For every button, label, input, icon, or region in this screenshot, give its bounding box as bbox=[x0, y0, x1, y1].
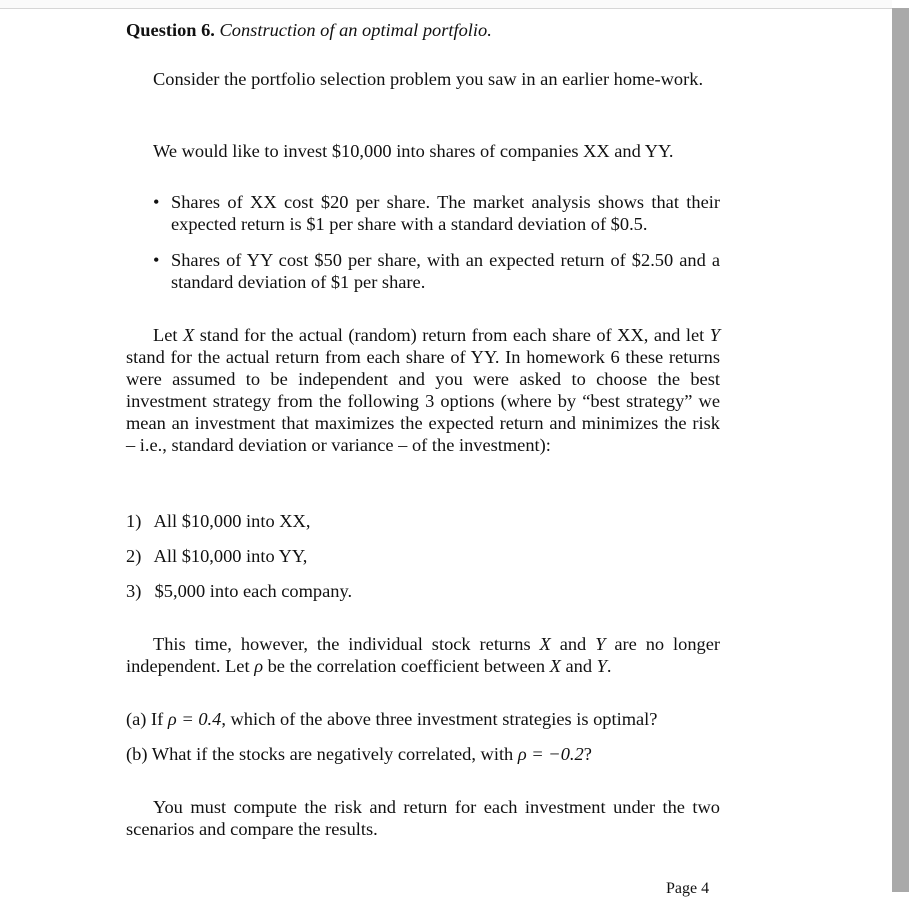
part-label: (a) bbox=[126, 709, 147, 729]
text-run: If bbox=[151, 709, 168, 729]
vertical-scrollbar[interactable] bbox=[892, 8, 909, 892]
text-run: be the correlation coefficient between bbox=[263, 656, 550, 676]
option-text: All $10,000 into YY, bbox=[153, 546, 308, 566]
intro-paragraph: Consider the portfolio selection problem you saw in an earlier home-work. bbox=[153, 69, 704, 89]
option-number: 2) bbox=[126, 546, 142, 566]
bullet-item bbox=[153, 191, 720, 235]
bullet-text: Shares of XX cost $20 per share. The market analysis shows that their expected return is $1 per share with a standard deviation of $0.5. bbox=[171, 192, 720, 234]
question-title: Construction of an optimal portfolio. bbox=[219, 20, 492, 40]
text-run: . bbox=[606, 656, 612, 676]
text-run: and bbox=[550, 634, 596, 654]
let-paragraph bbox=[126, 324, 720, 456]
text-run: are no longer independent. Let bbox=[126, 634, 721, 676]
bullet-dot: • bbox=[153, 192, 160, 212]
text-run: and bbox=[560, 656, 597, 676]
math-expression: ρ = 0.4 bbox=[167, 709, 222, 729]
correlation-paragraph bbox=[126, 633, 720, 677]
text-run: stand for the actual return from each share of YY. In homework 6 these returns were assumed to be independent and you were asked to choose the best investment strategy from the following 3 options (where by “best strategy” we mean an investment that maximizes the expected return and minimizes the risk – i.e., standard deviation or variance – of the investment): bbox=[126, 347, 720, 455]
math-expression: ρ = −0.2 bbox=[517, 744, 584, 764]
option-text: $5,000 into each company. bbox=[154, 581, 353, 601]
option-text: All $10,000 into XX, bbox=[153, 511, 311, 531]
text-run: , which of the above three investment strategies is optimal? bbox=[221, 709, 658, 729]
question-heading bbox=[126, 19, 720, 41]
text-run: stand for the actual (random) return from each share of XX, and let bbox=[194, 325, 710, 345]
option-number: 1) bbox=[126, 511, 142, 531]
part-label: (b) bbox=[126, 744, 148, 764]
text-run: Let bbox=[153, 325, 183, 345]
invest-sentence: We would like to invest $10,000 into shares of companies XX and YY. bbox=[153, 141, 674, 161]
text-run: What if the stocks are negatively correlated, with bbox=[151, 744, 518, 764]
text-run: ? bbox=[583, 744, 592, 764]
variable-x: X bbox=[549, 656, 561, 676]
top-border bbox=[0, 0, 892, 9]
text-run: This time, however, the individual stock returns bbox=[153, 634, 540, 654]
bullet-dot: • bbox=[153, 250, 160, 270]
variable-x: X bbox=[183, 325, 195, 345]
option-item bbox=[126, 510, 720, 532]
option-number: 3) bbox=[126, 581, 142, 601]
variable-y: Y bbox=[596, 656, 607, 676]
question-number: Question 6. bbox=[126, 20, 215, 40]
page-number: Page 4 bbox=[666, 880, 710, 897]
option-item bbox=[126, 545, 720, 567]
variable-x: X bbox=[539, 634, 551, 654]
part-b bbox=[126, 743, 720, 765]
variable-y: Y bbox=[595, 634, 606, 654]
option-item bbox=[126, 580, 720, 602]
part-a bbox=[126, 708, 720, 730]
variable-y: Y bbox=[709, 325, 720, 345]
conclusion-paragraph: You must compute the risk and return for each investment under the two scenarios and compare the results. bbox=[126, 797, 720, 839]
bullet-item bbox=[153, 249, 720, 293]
rho-symbol: ρ bbox=[254, 656, 264, 676]
bullet-text: Shares of YY cost $50 per share, with an expected return of $2.50 and a standard deviation of $1 per share. bbox=[171, 250, 720, 292]
